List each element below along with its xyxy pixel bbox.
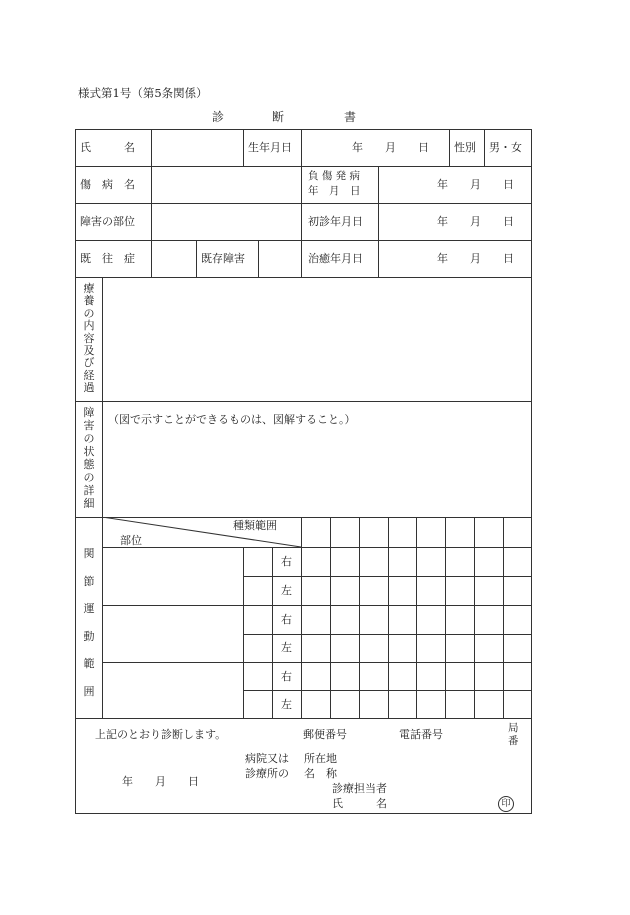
rom-part-header: 部位 [120,534,142,547]
diagnosis-date: 年 月 日 [122,775,199,788]
rom-side-right: 右 [281,670,292,683]
first-visit-date-value: 年 月 日 [437,215,514,228]
exchange-label-top: 局 [508,722,519,734]
diagnosis-statement: 上記のとおり診断します。 [95,728,227,741]
prior-disability-label: 既存障害 [201,252,245,265]
treatment-label-char: 容 [83,331,95,345]
birth-date-label: 生年月日 [248,141,292,154]
onset-date-value: 年 月 日 [437,178,514,191]
rom-side-left: 左 [281,584,292,597]
rom-label-char: 囲 [83,684,95,698]
treatment-label-char: び [83,356,95,370]
treatment-label [82,283,96,393]
facility-name-label: 名 称 [304,767,337,780]
treatment-label-char: 経 [83,368,95,382]
history-label: 既 往 症 [80,252,135,265]
exchange-label-bottom: 番 [508,735,519,747]
rom-label-char: 範 [83,657,95,670]
rom-label-char: 運 [83,602,95,615]
document-title: 診 断 書 [212,110,357,124]
disability-details-label-char: の [83,471,95,484]
phone-label: 電話番号 [399,728,443,741]
treatment-label-char: 療 [83,282,95,295]
treatment-label-char: 内 [83,319,95,333]
first-visit-label: 初診年月日 [308,215,363,228]
rom-label-char: 節 [83,574,95,588]
onset-label-line2: 年 月 日 [308,185,361,197]
injury-name-label: 傷 病 名 [80,178,135,191]
disability-details-label-char: 詳 [83,484,95,497]
disability-details-label [82,407,96,509]
birth-date-value: 年 月 日 [352,141,429,154]
onset-label-line1: 負 傷 発 病 [308,170,361,182]
rom-label-char: 動 [83,629,95,643]
form-number: 様式第1号（第5条関係） [78,86,208,100]
rom-side-left: 左 [281,641,292,654]
name-label: 氏 名 [80,141,135,154]
cure-date-label: 治癒年月日 [308,252,363,265]
hospital-label-line2: 診療所の [245,767,289,780]
sex-label: 性別 [454,141,476,154]
rom-label-char: 関 [83,547,95,560]
disability-details-label-char: 障 [83,406,95,419]
treatment-label-char: 養 [83,294,95,308]
rom-side-left: 左 [281,698,292,711]
cure-date-value: 年 月 日 [437,252,514,265]
rom-label [82,548,96,697]
treatment-label-char: 過 [83,381,95,395]
rom-side-right: 右 [281,555,292,568]
rom-side-right: 右 [281,613,292,626]
sex-value: 男・女 [489,141,522,154]
disability-details-label-char: 細 [83,497,95,510]
diagram-note: （図で示すことができるものは、図解すること。） [108,413,356,426]
hospital-label-line1: 病院又は [245,752,289,765]
postal-code-label: 郵便番号 [303,728,347,741]
treatment-label-char: の [83,306,95,320]
doctor-label: 診療担当者 [332,782,387,795]
doctor-name-label: 氏 名 [332,797,387,810]
seal-mark: 印 [498,796,514,812]
disability-details-label-char: 態 [83,458,95,471]
rom-type-header: 種類範囲 [233,519,277,532]
address-label: 所在地 [304,752,337,765]
disability-details-label-char: 状 [83,445,95,458]
disability-details-label-char: の [83,432,95,445]
treatment-label-char: 及 [83,343,95,357]
disability-details-label-char: 害 [83,419,95,432]
disability-site-label: 障害の部位 [80,215,135,228]
